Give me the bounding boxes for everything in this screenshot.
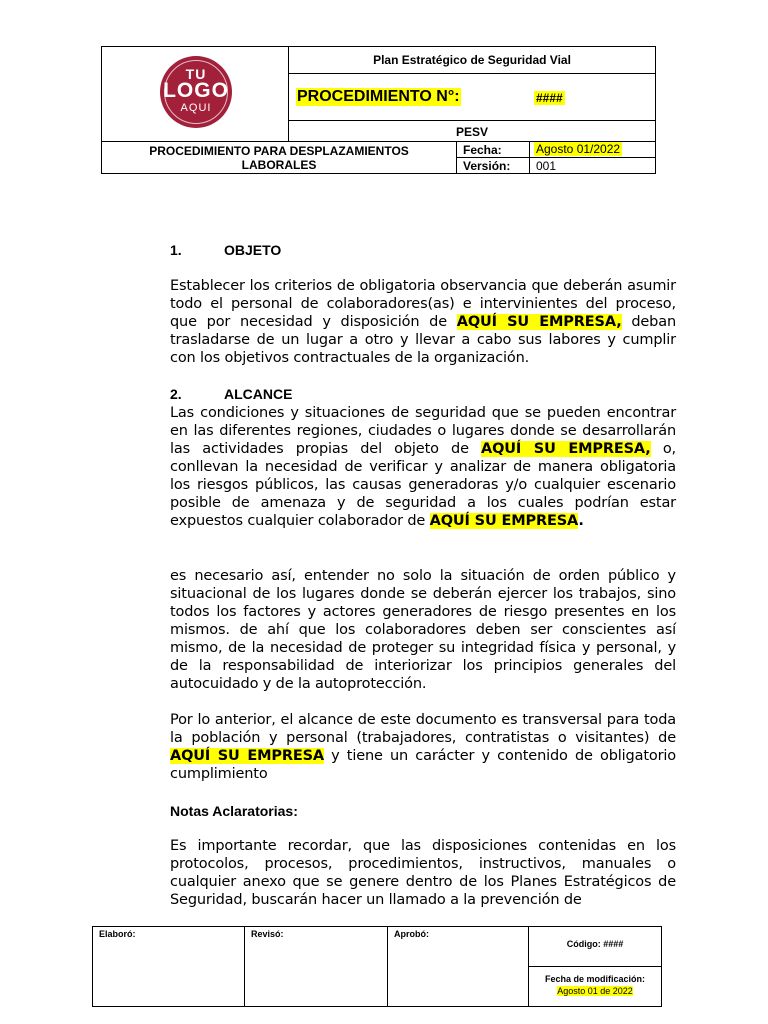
procedure-number: #### — [536, 91, 563, 105]
fecha-value: Agosto 01/2022 — [536, 142, 621, 156]
document-footer — [92, 926, 662, 1007]
section-title: ALCANCE — [224, 386, 293, 402]
procedure-name-line2: LABORALES — [241, 158, 317, 172]
pesv-cell — [288, 120, 656, 142]
codigo-label: Código: #### — [566, 939, 624, 949]
section-number: 1. — [170, 242, 182, 258]
version-value-cell — [529, 157, 656, 174]
procedure-label: PROCEDIMIENTO N°: — [297, 88, 460, 105]
paragraph-alcance-2: es necesario así, entender no solo la situación de orden público y situacional de los lugares donde se deberán ejercer los trabajos, sino todos los factores y actores generadores de riesgo presentes en los mismos. de ahí que los colaboradores deben ser conscientes así mismo, de la necesidad de proteger su integridad física y personal, y de la responsabilidad de interiorizar los principios generales del autocuidado y de la autoprotección. — [170, 568, 676, 692]
plan-title: Plan Estratégico de Seguridad Vial — [373, 53, 571, 67]
version-label: Versión: — [463, 159, 511, 173]
fecha-modificacion-label: Fecha de modificación: — [544, 974, 646, 984]
elaboro-label: Elaboró: — [99, 929, 136, 939]
logo-text-tu: TU — [185, 66, 207, 82]
paragraph-objeto: Establecer los criterios de obligatoria observancia que deberán asumir todo el personal de colaboradores(as) e intervinientes del proceso, que por necesidad y disposición de AQUÍ SU EMPRESA, deban trasladarse de un lugar a otro y llevar a cabo sus labores y cumplir con los objetivos contractuales de la organización. — [170, 278, 676, 366]
elaboro-cell — [92, 926, 245, 1007]
pesv-label: PESV — [455, 125, 488, 139]
fecha-label-cell — [456, 141, 530, 158]
section-number: 2. — [170, 386, 182, 402]
paragraph-alcance-3: Por lo anterior, el alcance de este documento es transversal para toda la población y personal (trabajadores, contratistas o visitantes) de AQUÍ SU EMPRESA y tiene un carácter y contenido de obligatorio cumplimiento — [170, 712, 676, 782]
fecha-modificacion-cell — [528, 966, 662, 1007]
reviso-label: Revisó: — [251, 929, 284, 939]
company-placeholder: AQUÍ SU EMPRESA — [170, 748, 324, 764]
section-heading-alcance — [170, 386, 292, 402]
fecha-label: Fecha: — [463, 143, 502, 157]
version-label-cell — [456, 157, 530, 174]
procedure-number-cell — [288, 73, 656, 121]
version-value: 001 — [536, 159, 557, 173]
procedure-name — [102, 144, 456, 172]
logo-text-aqui: AQUI — [180, 102, 212, 114]
company-placeholder: AQUÍ SU EMPRESA — [429, 513, 579, 529]
company-placeholder: AQUÍ SU EMPRESA, — [456, 314, 622, 330]
reviso-cell — [244, 926, 388, 1007]
procedure-name-cell — [101, 141, 457, 174]
company-logo — [160, 56, 232, 128]
fecha-value-cell — [529, 141, 656, 158]
document-header — [101, 46, 656, 174]
procedure-name-line1: PROCEDIMIENTO PARA DESPLAZAMIENTOS — [149, 144, 409, 158]
company-placeholder: AQUÍ SU EMPRESA, — [481, 441, 651, 457]
paragraph-notes: Es importante recordar, que las disposiciones contenidas en los protocolos, procesos, procedimientos, instructivos, manuales o cualquier anexo que se genere dentro de los Planes Estratégicos de Seguridad, buscarán hacer un llamado a la prevención de — [170, 838, 676, 908]
notes-heading: Notas Aclaratorias: — [170, 803, 298, 819]
codigo-cell — [528, 926, 662, 967]
logo-cell — [101, 46, 289, 142]
aprobo-cell — [387, 926, 529, 1007]
fecha-modificacion-value: Agosto 01 de 2022 — [557, 986, 633, 996]
section-heading-objeto — [170, 242, 281, 258]
paragraph-alcance-1: Las condiciones y situaciones de seguridad que se pueden encontrar en las diferentes regiones, ciudades o lugares donde se desarrollarán las actividades propias del objeto de AQUÍ SU EMPRESA, o, conllevan la necesidad de verificar y analizar de manera obligatoria los riesgos públicos, las causas generadoras y/o cualquier escenario posible de amenaza y de seguridad a los cuales podrían estar expuestos cualquier colaborador de AQUÍ SU EMPRESA. — [170, 405, 677, 529]
logo-text-logo: LOGO — [163, 79, 229, 102]
plan-title-cell — [288, 46, 656, 74]
aprobo-label: Aprobó: — [394, 929, 429, 939]
section-title: OBJETO — [224, 242, 282, 258]
